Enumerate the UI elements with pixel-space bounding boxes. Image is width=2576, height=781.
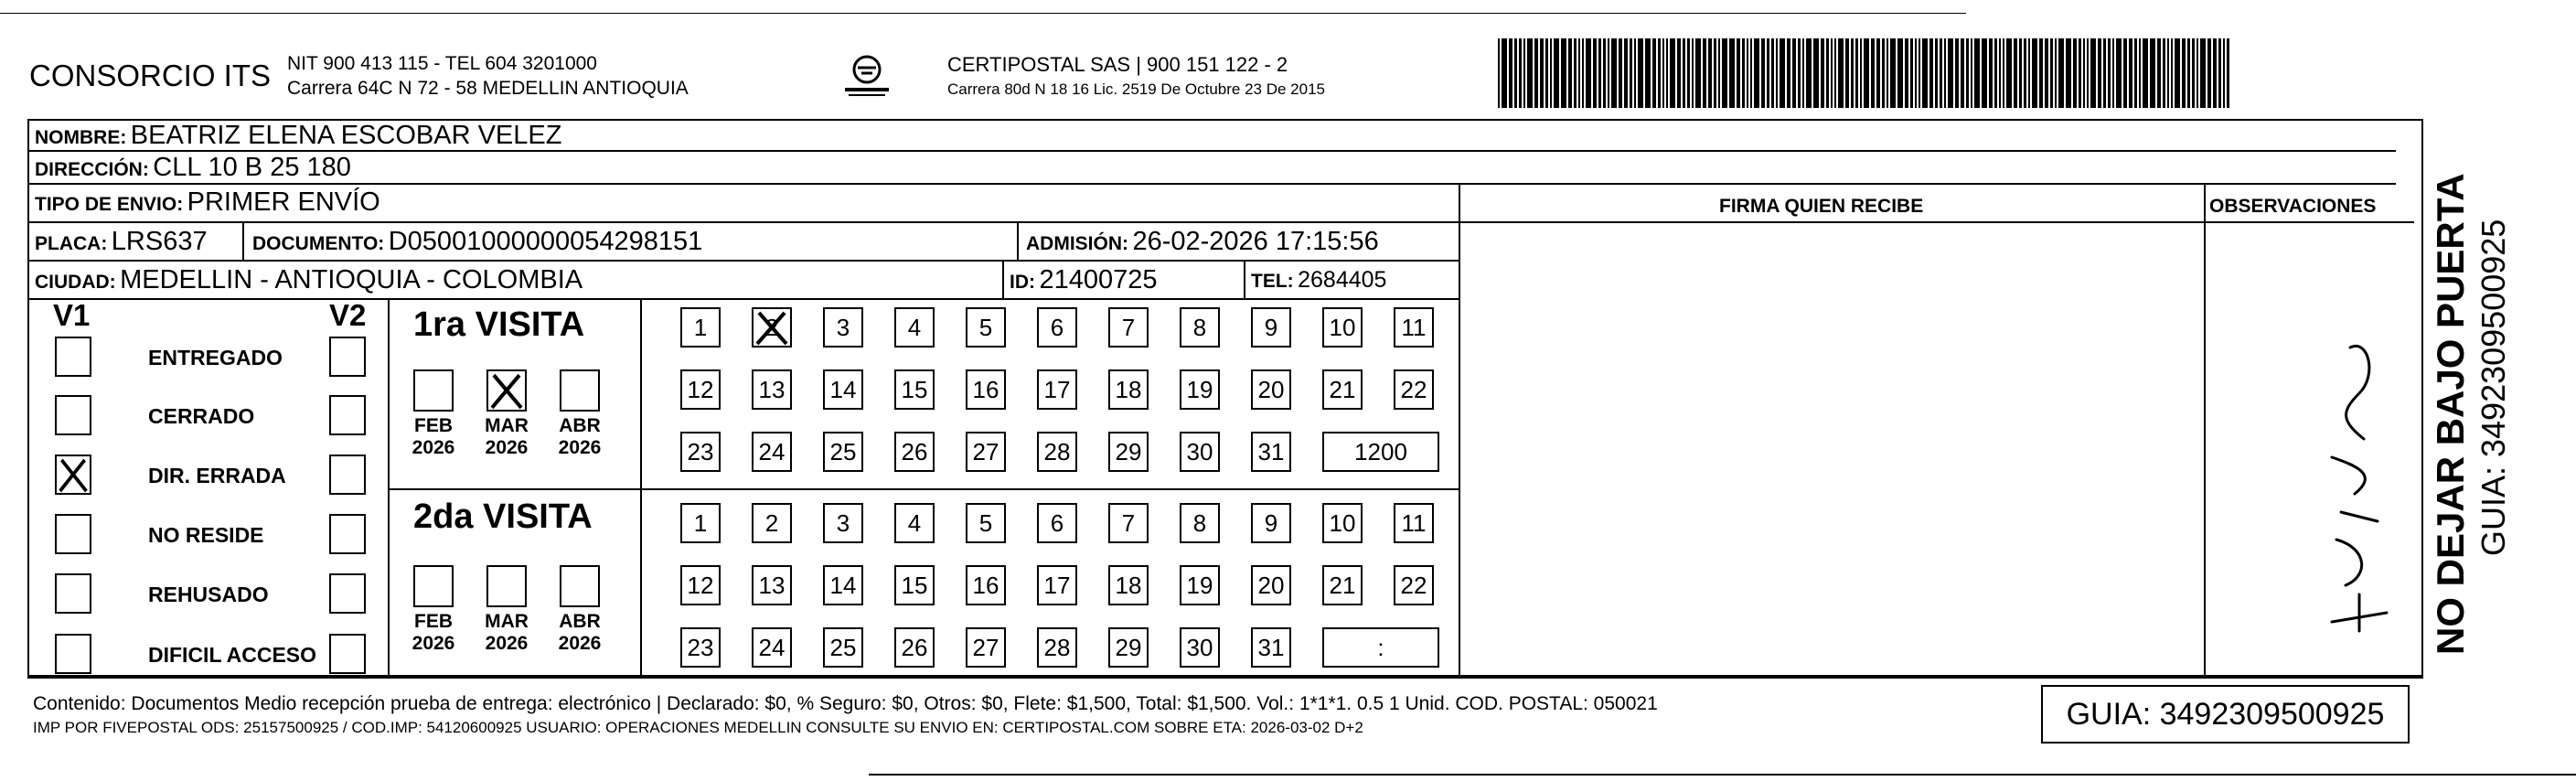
day-number: 13 bbox=[758, 376, 786, 403]
day-number: 22 bbox=[1400, 572, 1427, 599]
day-box-27[interactable] bbox=[966, 432, 1006, 472]
month-label: FEB 2026 bbox=[412, 415, 455, 459]
day-box-19[interactable] bbox=[1180, 565, 1220, 605]
tipo-envio-field: TIPO DE ENVIO: PRIMER ENVÍO bbox=[35, 187, 380, 217]
tel-field: TEL: 2684405 bbox=[1251, 267, 1387, 293]
day-number: 17 bbox=[1043, 376, 1071, 403]
side-instruction: NO DEJAR BAJO PUERTA bbox=[2429, 173, 2472, 655]
day-number: 28 bbox=[1043, 438, 1071, 465]
month-checkbox-feb[interactable] bbox=[413, 565, 454, 607]
month-checkbox-mar[interactable] bbox=[486, 565, 527, 607]
day-number: 28 bbox=[1043, 634, 1071, 661]
day-number: 26 bbox=[901, 634, 928, 661]
tel-value: 2684405 bbox=[1298, 267, 1387, 293]
nombre-field: NOMBRE: BEATRIZ ELENA ESCOBAR VELEZ bbox=[35, 121, 562, 150]
day-number: 17 bbox=[1043, 572, 1071, 599]
day-box-12[interactable] bbox=[680, 565, 721, 605]
day-box-10[interactable] bbox=[1322, 307, 1363, 348]
day-box-16[interactable] bbox=[966, 369, 1006, 410]
day-number: 18 bbox=[1115, 376, 1142, 403]
v1-checkbox-3[interactable] bbox=[55, 514, 91, 554]
carrier-address-line: Carrera 80d N 18 16 Lic. 2519 De Octubre 23 De 2015 bbox=[947, 80, 1325, 98]
day-box-30[interactable] bbox=[1180, 627, 1220, 668]
day-box-26[interactable] bbox=[894, 627, 935, 668]
day-box-21[interactable] bbox=[1322, 369, 1363, 410]
visit1-title: 1ra VISITA bbox=[413, 305, 585, 344]
check-x-mark bbox=[488, 371, 525, 410]
nombre-value: BEATRIZ ELENA ESCOBAR VELEZ bbox=[130, 121, 562, 150]
day-box-15[interactable] bbox=[894, 565, 935, 605]
day-box-5[interactable] bbox=[966, 307, 1006, 348]
status-label: DIR. ERRADA bbox=[148, 464, 286, 487]
day-number: 6 bbox=[1050, 314, 1064, 341]
day-number: 14 bbox=[829, 572, 857, 599]
day-number: 30 bbox=[1186, 634, 1213, 661]
v1-header: V1 bbox=[53, 298, 91, 332]
day-number: 23 bbox=[687, 634, 714, 661]
day-box-11[interactable] bbox=[1394, 307, 1434, 348]
day-number: 3 bbox=[836, 314, 850, 341]
month-label: ABR 2026 bbox=[558, 611, 602, 655]
check-x-mark bbox=[754, 309, 790, 346]
col-rule bbox=[1459, 185, 1460, 677]
day-number: 7 bbox=[1121, 314, 1136, 341]
brand-nit-line: NIT 900 413 115 - TEL 604 3201000 bbox=[287, 53, 597, 74]
v2-checkbox-1[interactable] bbox=[329, 395, 366, 435]
day-number: 19 bbox=[1186, 376, 1213, 403]
carrier-name-line: CERTIPOSTAL SAS | 900 151 122 - 2 bbox=[947, 53, 1288, 76]
brand-address-line: Carrera 64C N 72 - 58 MEDELLIN ANTIOQUIA bbox=[287, 78, 689, 99]
month-label: MAR 2026 bbox=[485, 415, 529, 459]
day-number: 20 bbox=[1257, 376, 1285, 403]
day-box-9[interactable] bbox=[1251, 307, 1291, 348]
documento-field: DOCUMENTO: D05001000000054298151 bbox=[252, 227, 703, 256]
day-box-24[interactable] bbox=[752, 432, 792, 472]
day-number: 22 bbox=[1400, 376, 1427, 403]
day-box-8[interactable] bbox=[1180, 503, 1220, 543]
day-box-3[interactable] bbox=[823, 307, 863, 348]
day-box-14[interactable] bbox=[823, 369, 863, 410]
day-number: 7 bbox=[1121, 509, 1136, 537]
footer-content-line: Contenido: Documentos Medio recepción prueba de entrega: electrónico | Declarado: $0, % Seguro: $0, Otros: $0, Flete: $1,500, Total: $1,500. Vol.: 1*1*1. 0.5 1 Unid. COD. POSTAL: 050021 bbox=[33, 693, 1658, 714]
month-checkbox-feb[interactable] bbox=[413, 369, 454, 412]
day-number: 16 bbox=[972, 572, 999, 599]
day-number: 30 bbox=[1186, 438, 1213, 465]
day-number: 11 bbox=[1401, 314, 1427, 341]
v2-header: V2 bbox=[329, 298, 367, 332]
day-box-1[interactable] bbox=[680, 307, 721, 348]
day-box-21[interactable] bbox=[1322, 565, 1363, 605]
day-box-6[interactable] bbox=[1037, 307, 1077, 348]
day-number: 26 bbox=[901, 438, 928, 465]
certipostal-logo-icon bbox=[841, 49, 893, 101]
day-number: 18 bbox=[1115, 572, 1142, 599]
v1-checkbox-4[interactable] bbox=[55, 573, 91, 614]
day-number: 1 bbox=[693, 509, 708, 537]
day-box-29[interactable] bbox=[1108, 627, 1149, 668]
day-number: 2 bbox=[764, 314, 779, 341]
admision-field: ADMISIÓN: 26-02-2026 17:15:56 bbox=[1026, 227, 1379, 256]
day-box-20[interactable] bbox=[1251, 565, 1291, 605]
day-number: 24 bbox=[758, 634, 786, 661]
v2-checkbox-2[interactable] bbox=[329, 455, 366, 495]
day-box-27[interactable] bbox=[966, 627, 1006, 668]
day-number: 27 bbox=[972, 634, 999, 661]
month-label: FEB 2026 bbox=[412, 611, 455, 655]
day-number: 13 bbox=[758, 572, 786, 599]
id-field: ID: 21400725 bbox=[1010, 265, 1158, 294]
day-number: 31 bbox=[1257, 634, 1285, 661]
direccion-field: DIRECCIÓN: CLL 10 B 25 180 bbox=[35, 153, 351, 182]
day-box-18[interactable] bbox=[1108, 565, 1149, 605]
ciudad-field: CIUDAD: MEDELLIN - ANTIOQUIA - COLOMBIA bbox=[35, 265, 583, 294]
placa-field: PLACA: LRS637 bbox=[35, 227, 208, 256]
form-frame bbox=[27, 119, 2423, 677]
day-box-18[interactable] bbox=[1108, 369, 1149, 410]
ciudad-value: MEDELLIN - ANTIOQUIA - COLOMBIA bbox=[120, 265, 583, 294]
v2-checkbox-3[interactable] bbox=[329, 514, 366, 554]
day-number: 4 bbox=[907, 509, 922, 537]
day-number: 3 bbox=[836, 509, 850, 537]
day-box-17[interactable] bbox=[1037, 565, 1077, 605]
day-number: 15 bbox=[901, 376, 928, 403]
day-number: 10 bbox=[1329, 314, 1356, 341]
day-box-11[interactable] bbox=[1394, 503, 1434, 543]
day-box-4[interactable] bbox=[894, 503, 935, 543]
day-number: 29 bbox=[1115, 634, 1142, 661]
day-number: 8 bbox=[1192, 509, 1207, 537]
day-number: 19 bbox=[1186, 572, 1213, 599]
day-number: 21 bbox=[1329, 376, 1356, 403]
day-box-3[interactable] bbox=[823, 503, 863, 543]
day-box-24[interactable] bbox=[752, 627, 792, 668]
v2-checkbox-5[interactable] bbox=[329, 634, 366, 674]
day-number: 10 bbox=[1329, 509, 1356, 537]
day-number: 11 bbox=[1401, 509, 1427, 537]
day-number: 15 bbox=[901, 572, 928, 599]
visit-time-box[interactable]: 1200 bbox=[1322, 432, 1439, 472]
day-box-2[interactable] bbox=[752, 307, 792, 348]
v1-checkbox-1[interactable] bbox=[55, 395, 91, 435]
day-number: 12 bbox=[687, 376, 714, 403]
day-box-15[interactable] bbox=[894, 369, 935, 410]
day-number: 9 bbox=[1264, 314, 1278, 341]
row-rule bbox=[27, 677, 2423, 679]
col-rule bbox=[1244, 260, 1245, 298]
firma-label: FIRMA QUIEN RECIBE bbox=[1719, 196, 1924, 217]
day-box-23[interactable] bbox=[680, 432, 721, 472]
day-number: 16 bbox=[972, 376, 999, 403]
admision-value: 26-02-2026 17:15:56 bbox=[1132, 227, 1379, 256]
month-label: MAR 2026 bbox=[485, 611, 529, 655]
day-box-28[interactable] bbox=[1037, 627, 1077, 668]
bottom-rule bbox=[869, 774, 2576, 776]
day-number: 5 bbox=[978, 314, 993, 341]
day-number: 27 bbox=[972, 438, 999, 465]
day-box-9[interactable] bbox=[1251, 503, 1291, 543]
status-label: DIFICIL ACCESO bbox=[148, 643, 317, 667]
day-box-13[interactable] bbox=[752, 565, 792, 605]
day-box-22[interactable] bbox=[1394, 369, 1434, 410]
documento-value: D05001000000054298151 bbox=[388, 227, 703, 256]
month-checkbox-mar[interactable] bbox=[486, 369, 527, 412]
col-rule bbox=[1002, 260, 1004, 298]
month-label: ABR 2026 bbox=[558, 415, 602, 459]
day-number: 2 bbox=[764, 509, 779, 537]
day-number: 4 bbox=[907, 314, 922, 341]
col-rule bbox=[242, 221, 244, 260]
signature bbox=[2314, 320, 2405, 649]
footer-print-line: IMP POR FIVEPOSTAL ODS: 25157500925 / COD.IMP: 54120600925 USUARIO: OPERACIONES MEDELLIN CONSULTE SU ENVIO EN: CERTIPOSTAL.COM SOBRE ETA: 2026-03-02 D+2 bbox=[33, 719, 1363, 736]
day-box-6[interactable] bbox=[1037, 503, 1077, 543]
day-box-31[interactable] bbox=[1251, 627, 1291, 668]
day-box-26[interactable] bbox=[894, 432, 935, 472]
day-number: 9 bbox=[1264, 509, 1278, 537]
row-rule bbox=[27, 221, 2414, 223]
status-label: REHUSADO bbox=[148, 583, 269, 606]
day-box-12[interactable] bbox=[680, 369, 721, 410]
day-number: 21 bbox=[1329, 572, 1356, 599]
col-rule bbox=[640, 298, 642, 677]
v2-checkbox-0[interactable] bbox=[329, 337, 366, 377]
col-rule bbox=[388, 298, 390, 677]
v1-checkbox-5[interactable] bbox=[55, 634, 91, 674]
row-rule bbox=[27, 298, 1459, 300]
guia-number-box: GUIA: 3492309500925 bbox=[2041, 685, 2410, 744]
status-label: CERRADO bbox=[148, 404, 255, 428]
day-number: 6 bbox=[1050, 509, 1064, 537]
day-box-16[interactable] bbox=[966, 565, 1006, 605]
day-box-25[interactable] bbox=[823, 432, 863, 472]
day-number: 23 bbox=[687, 438, 714, 465]
day-box-20[interactable] bbox=[1251, 369, 1291, 410]
day-box-4[interactable] bbox=[894, 307, 935, 348]
day-box-14[interactable] bbox=[823, 565, 863, 605]
day-number: 25 bbox=[829, 634, 857, 661]
row-rule bbox=[388, 488, 1459, 490]
v1-checkbox-2[interactable] bbox=[55, 455, 91, 495]
day-box-25[interactable] bbox=[823, 627, 863, 668]
day-number: 12 bbox=[687, 572, 714, 599]
row-rule bbox=[27, 150, 2396, 152]
day-box-23[interactable] bbox=[680, 627, 721, 668]
direccion-value: CLL 10 B 25 180 bbox=[153, 153, 351, 182]
day-box-17[interactable] bbox=[1037, 369, 1077, 410]
top-rule bbox=[0, 13, 1966, 14]
day-number: 31 bbox=[1257, 438, 1285, 465]
barcode bbox=[1498, 38, 2229, 108]
day-number: 14 bbox=[829, 376, 857, 403]
placa-value: LRS637 bbox=[111, 227, 208, 256]
day-box-29[interactable] bbox=[1108, 432, 1149, 472]
day-box-22[interactable] bbox=[1394, 565, 1434, 605]
day-box-8[interactable] bbox=[1180, 307, 1220, 348]
day-box-2[interactable] bbox=[752, 503, 792, 543]
v2-checkbox-4[interactable] bbox=[329, 573, 366, 614]
visit-time-box[interactable]: : bbox=[1322, 627, 1439, 668]
day-box-10[interactable] bbox=[1322, 503, 1363, 543]
day-box-7[interactable] bbox=[1108, 307, 1149, 348]
day-box-13[interactable] bbox=[752, 369, 792, 410]
day-number: 25 bbox=[829, 438, 857, 465]
day-box-5[interactable] bbox=[966, 503, 1006, 543]
day-box-7[interactable] bbox=[1108, 503, 1149, 543]
col-rule bbox=[2204, 185, 2206, 677]
day-number: 20 bbox=[1257, 572, 1285, 599]
day-number: 24 bbox=[758, 438, 786, 465]
visit2-title: 2da VISITA bbox=[413, 497, 593, 536]
day-box-30[interactable] bbox=[1180, 432, 1220, 472]
col-rule bbox=[1017, 221, 1019, 260]
check-x-mark bbox=[57, 456, 90, 493]
v1-checkbox-0[interactable] bbox=[55, 337, 91, 377]
day-box-19[interactable] bbox=[1180, 369, 1220, 410]
row-rule bbox=[27, 183, 2396, 185]
day-box-28[interactable] bbox=[1037, 432, 1077, 472]
observaciones-label: OBSERVACIONES bbox=[2209, 196, 2377, 217]
brand-name: CONSORCIO ITS bbox=[29, 59, 272, 92]
side-guia: GUIA: 3492309500925 bbox=[2474, 219, 2512, 556]
day-number: 8 bbox=[1192, 314, 1207, 341]
tipo-envio-value: PRIMER ENVÍO bbox=[187, 187, 380, 217]
status-label: ENTREGADO bbox=[148, 346, 283, 369]
day-number: 1 bbox=[693, 314, 708, 341]
day-box-1[interactable] bbox=[680, 503, 721, 543]
day-number: 5 bbox=[978, 509, 993, 537]
id-value: 21400725 bbox=[1039, 265, 1158, 294]
status-label: NO RESIDE bbox=[148, 523, 264, 547]
day-number: 29 bbox=[1115, 438, 1142, 465]
month-checkbox-abr[interactable] bbox=[560, 565, 600, 607]
day-box-31[interactable] bbox=[1251, 432, 1291, 472]
month-checkbox-abr[interactable] bbox=[560, 369, 600, 412]
